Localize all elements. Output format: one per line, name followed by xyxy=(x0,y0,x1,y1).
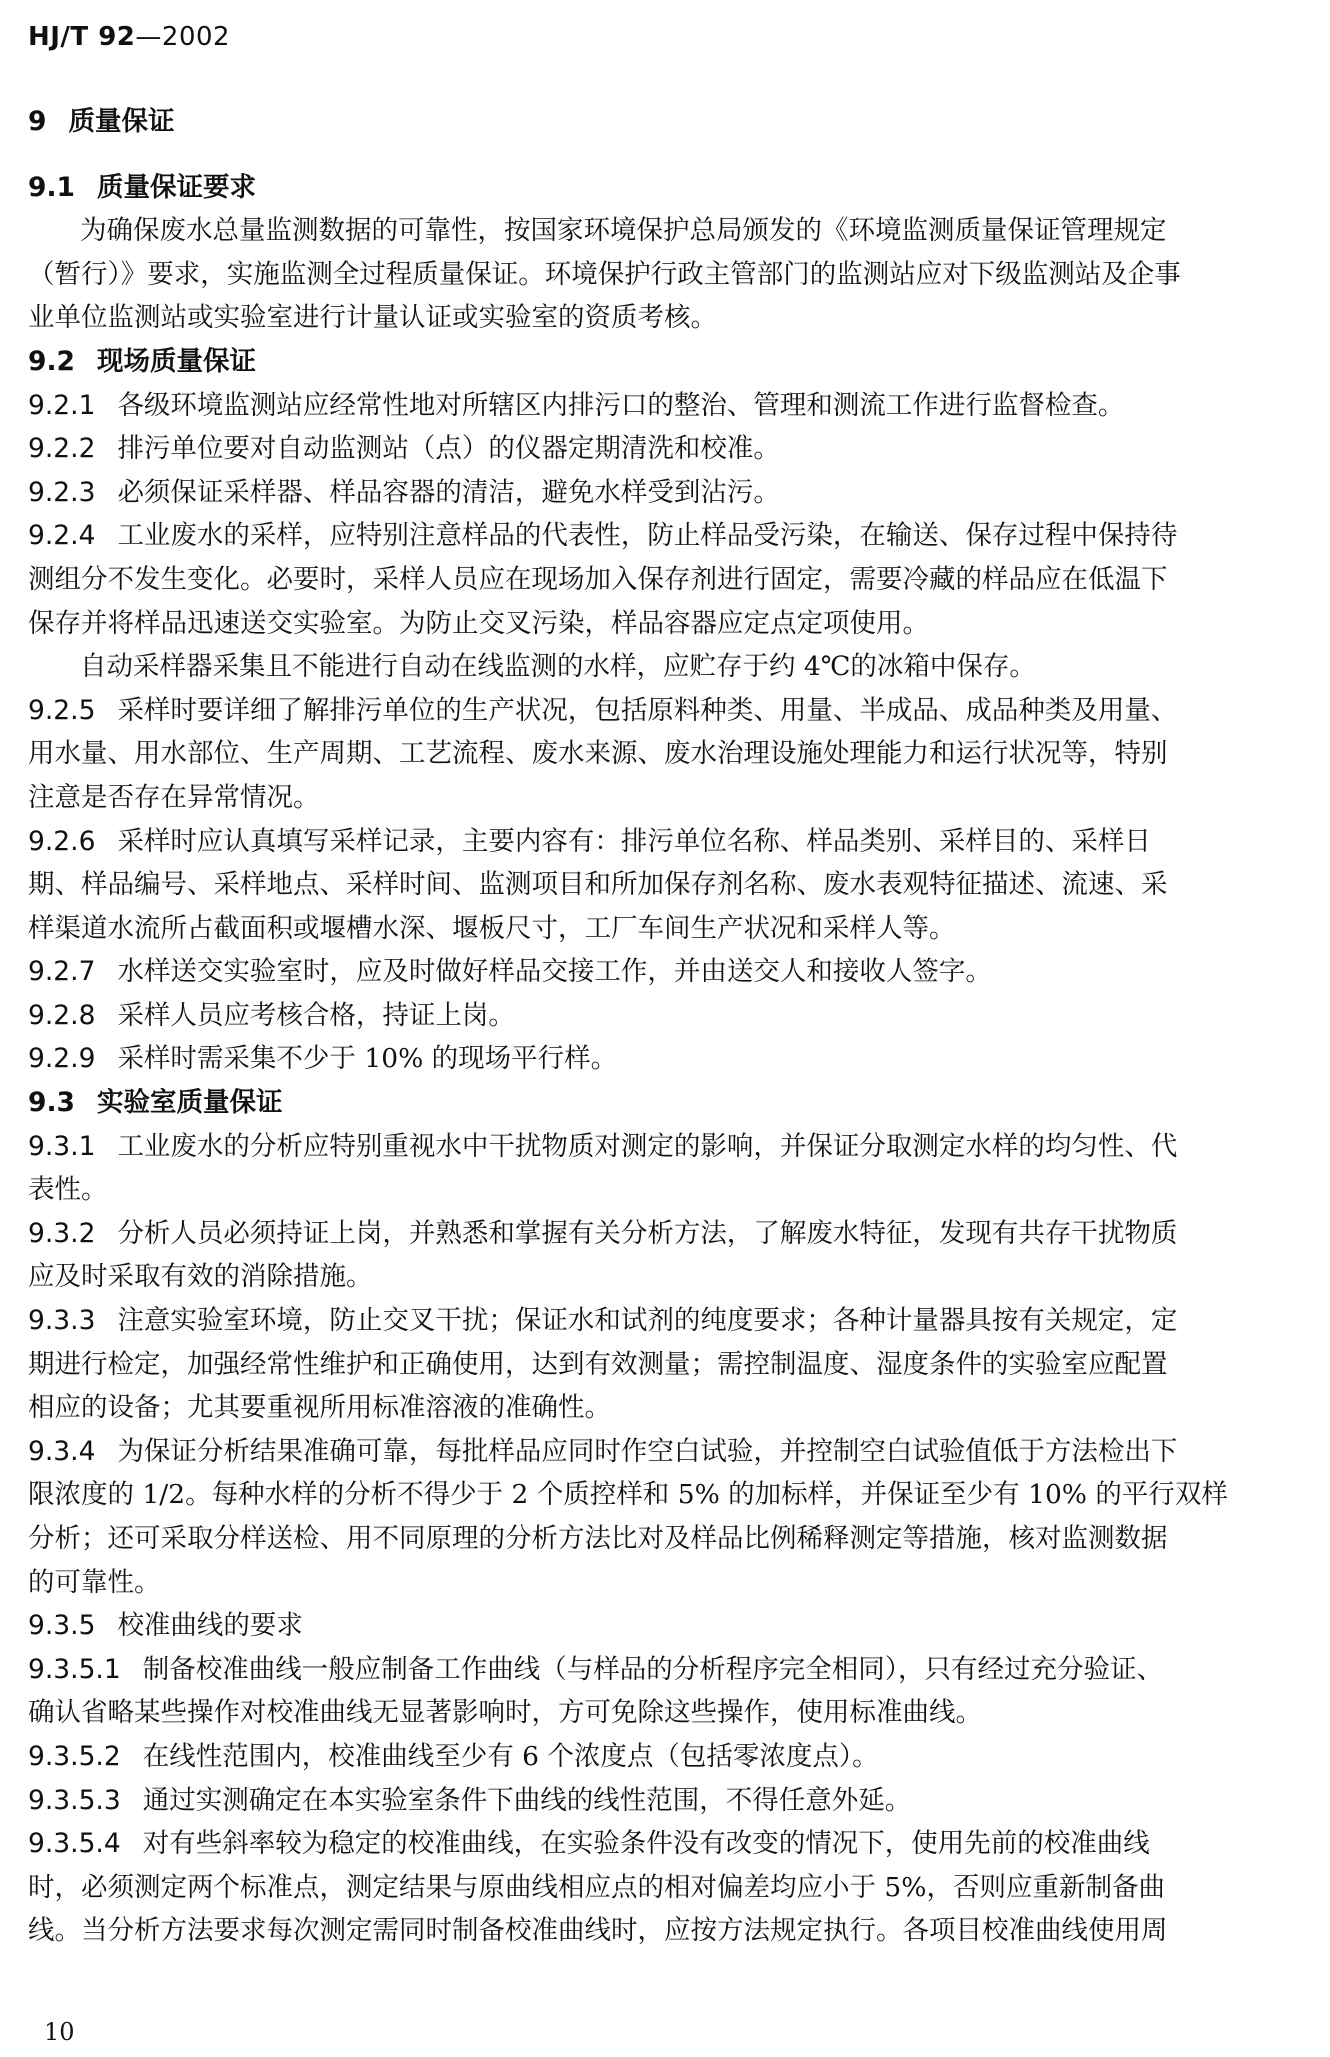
subsection-heading xyxy=(28,340,1296,384)
line-text: 保存并将样品迅速送交实验室。为防止交叉污染，样品容器应定点定项使用。 xyxy=(28,607,929,639)
section-heading xyxy=(28,100,1296,144)
line-text: 采样人员应考核合格，持证上岗。 xyxy=(117,999,515,1031)
paragraph-line xyxy=(28,253,1296,297)
clause-line xyxy=(28,1430,1296,1474)
paragraph-line xyxy=(28,732,1296,776)
standard-header xyxy=(28,22,230,52)
line-text: 实验室质量保证 xyxy=(96,1087,283,1119)
paragraph-line xyxy=(28,776,1296,820)
line-text: 表性。 xyxy=(28,1174,108,1206)
line-text: 注意是否存在异常情况。 xyxy=(28,781,320,813)
line-text: 现场质量保证 xyxy=(96,345,256,377)
line-text: 分析；还可采取分样送检、用不同原理的分析方法比对及样品比例稀释测定等措施，核对监测数据 xyxy=(28,1523,1168,1554)
standard-code: HJ/T 92 xyxy=(28,22,136,52)
clause-number: 9.2.5 xyxy=(28,694,96,726)
clause-number: 9.3.1 xyxy=(28,1130,96,1162)
clause-number: 9.3.5 xyxy=(28,1610,96,1642)
line-text: 分析人员必须持证上岗，并熟悉和掌握有关分析方法，了解废水特征，发现有共存干扰物质 xyxy=(117,1217,1178,1249)
line-text: 各级环境监测站应经常性地对所辖区内排污口的整治、管理和测流工作进行监督检查。 xyxy=(117,389,1125,421)
clause-line xyxy=(28,994,1296,1038)
clause-line xyxy=(28,950,1296,994)
line-text: 在线性范围内，校准曲线至少有 6 个浓度点（包括零浓度点）。 xyxy=(142,1740,879,1772)
clause-number: 9.3.3 xyxy=(28,1305,96,1337)
clause-number: 9.1 xyxy=(28,171,75,203)
clause-number: 9.2.8 xyxy=(28,999,96,1031)
line-text: 线。当分析方法要求每次测定需同时制备校准曲线时，应按方法规定执行。各项目校准曲线使用周 xyxy=(28,1915,1168,1947)
paragraph-line xyxy=(28,1168,1296,1212)
clause-number: 9.2.7 xyxy=(28,956,96,988)
clause-line xyxy=(28,1037,1296,1081)
paragraph-line xyxy=(28,1866,1296,1910)
paragraph-line xyxy=(28,1255,1296,1299)
clause-line xyxy=(28,689,1296,733)
paragraph-line xyxy=(28,1691,1296,1735)
line-text: 期进行检定，加强经常性维护和正确使用，达到有效测量；需控制温度、湿度条件的实验室应配置 xyxy=(28,1348,1168,1380)
paragraph-line xyxy=(28,1386,1296,1430)
clause-line xyxy=(28,1779,1296,1823)
line-text: 用水量、用水部位、生产周期、工艺流程、废水来源、废水治理设施处理能力和运行状况等，特别 xyxy=(28,738,1168,770)
clause-number: 9.2.9 xyxy=(28,1043,96,1075)
line-text: 期、样品编号、采样地点、采样时间、监测项目和所加保存剂名称、废水表观特征描述、流速、采 xyxy=(28,869,1168,901)
line-text: 制备校准曲线一般应制备工作曲线（与样品的分析程序完全相同），只有经过充分验证、 xyxy=(142,1653,1163,1685)
paragraph-line xyxy=(28,209,1296,253)
line-text: 业单位监测站或实验室进行计量认证或实验室的资质考核。 xyxy=(28,302,717,334)
clause-line xyxy=(28,1604,1296,1648)
line-text: 采样时需采集不少于 10% 的现场平行样。 xyxy=(117,1043,618,1075)
line-text: 应及时采取有效的消除措施。 xyxy=(28,1261,373,1293)
clause-number: 9.3 xyxy=(28,1087,75,1119)
standard-year: —2002 xyxy=(135,22,231,52)
line-text: 自动采样器采集且不能进行自动在线监测的水样，应贮存于约 4℃的冰箱中保存。 xyxy=(80,651,1036,683)
clause-number: 9.3.2 xyxy=(28,1217,96,1249)
line-text: 采样时应认真填写采样记录，主要内容有：排污单位名称、样品类别、采样目的、采样日 xyxy=(117,825,1151,857)
line-text: 通过实测确定在本实验室条件下曲线的线性范围，不得任意外延。 xyxy=(142,1784,912,1816)
line-text: 校准曲线的要求 xyxy=(117,1610,303,1642)
clause-line xyxy=(28,514,1296,558)
clause-line xyxy=(28,1822,1296,1866)
paragraph-line xyxy=(28,907,1296,951)
clause-number: 9.3.5.2 xyxy=(28,1740,121,1772)
clause-number: 9.2.4 xyxy=(28,520,96,552)
clause-line xyxy=(28,820,1296,864)
line-text: 必须保证采样器、样品容器的清洁，避免水样受到沾污。 xyxy=(117,476,780,508)
line-text: 的可靠性。 xyxy=(28,1566,161,1598)
clause-number: 9.2.6 xyxy=(28,825,96,857)
section-number: 9 xyxy=(28,106,47,137)
line-text: 相应的设备；尤其要重视所用标准溶液的准确性。 xyxy=(28,1392,611,1424)
line-text: 注意实验室环境，防止交叉干扰；保证水和试剂的纯度要求；各种计量器具按有关规定，定 xyxy=(117,1305,1178,1337)
paragraph-line xyxy=(28,863,1296,907)
line-text: 为确保废水总量监测数据的可靠性，按国家环境保护总局颁发的《环境监测质量保证管理规定 xyxy=(80,215,1167,247)
clause-number: 9.2.1 xyxy=(28,389,96,421)
clause-number: 9.2.3 xyxy=(28,476,96,508)
line-text: 工业废水的分析应特别重视水中干扰物质对测定的影响，并保证分取测定水样的均匀性、代 xyxy=(117,1130,1178,1162)
clause-line xyxy=(28,471,1296,515)
clause-number: 9.2.2 xyxy=(28,433,96,465)
line-text: 样渠道水流所占截面积或堰槽水深、堰板尺寸，工厂车间生产状况和采样人等。 xyxy=(28,912,956,944)
line-text: 工业废水的采样，应特别注意样品的代表性，防止样品受污染，在输送、保存过程中保持待 xyxy=(117,520,1178,552)
section-title: 质量保证 xyxy=(68,106,175,137)
clause-line xyxy=(28,427,1296,471)
line-text: 对有些斜率较为稳定的校准曲线，在实验条件没有改变的情况下，使用先前的校准曲线 xyxy=(142,1828,1150,1860)
paragraph-line xyxy=(28,1517,1296,1561)
clause-line xyxy=(28,1299,1296,1343)
paragraph-line xyxy=(28,1473,1296,1517)
page-number: 10 xyxy=(44,2018,75,2046)
clause-number: 9.3.5.4 xyxy=(28,1828,121,1860)
paragraph-line xyxy=(28,1561,1296,1605)
line-text: 排污单位要对自动监测站（点）的仪器定期清洗和校准。 xyxy=(117,433,780,465)
paragraph-line xyxy=(28,1909,1296,1953)
text-lines xyxy=(28,166,1296,1953)
line-text: 时，必须测定两个标准点，测定结果与原曲线相应点的相对偏差均应小于 5%，否则应重新制备曲 xyxy=(28,1871,1165,1903)
clause-number: 9.2 xyxy=(28,345,75,377)
line-text: 限浓度的 1/2。每种水样的分析不得少于 2 个质控样和 5% 的加标样，并保证至少有 10% 的平行双样 xyxy=(28,1479,1228,1511)
paragraph-line xyxy=(28,645,1296,689)
line-text: 确认省略某些操作对校准曲线无显著影响时，方可免除这些操作，使用标准曲线。 xyxy=(28,1697,982,1729)
line-text: 为保证分析结果准确可靠，每批样品应同时作空白试验，并控制空白试验值低于方法检出下 xyxy=(117,1435,1178,1467)
clause-line xyxy=(28,1648,1296,1692)
subsection-heading xyxy=(28,166,1296,210)
clause-number: 9.3.4 xyxy=(28,1435,96,1467)
clause-line xyxy=(28,1735,1296,1779)
document-body xyxy=(28,100,1296,1953)
paragraph-line xyxy=(28,296,1296,340)
clause-line xyxy=(28,384,1296,428)
clause-line xyxy=(28,1212,1296,1256)
clause-number: 9.3.5.3 xyxy=(28,1784,121,1816)
line-text: （暂行）》要求，实施监测全过程质量保证。环境保护行政主管部门的监测站应对下级监测站及企事 xyxy=(28,258,1181,290)
paragraph-line xyxy=(28,1343,1296,1387)
line-text: 水样送交实验室时，应及时做好样品交接工作，并由送交人和接收人签字。 xyxy=(117,956,992,988)
subsection-heading xyxy=(28,1081,1296,1125)
clause-number: 9.3.5.1 xyxy=(28,1653,121,1685)
paragraph-line xyxy=(28,602,1296,646)
line-text: 质量保证要求 xyxy=(96,171,256,203)
line-text: 测组分不发生变化。必要时，采样人员应在现场加入保存剂进行固定，需要冷藏的样品应在低温下 xyxy=(28,563,1168,595)
paragraph-line xyxy=(28,558,1296,602)
clause-line xyxy=(28,1125,1296,1169)
line-text: 采样时要详细了解排污单位的生产状况，包括原料种类、用量、半成品、成品种类及用量、 xyxy=(117,694,1178,726)
